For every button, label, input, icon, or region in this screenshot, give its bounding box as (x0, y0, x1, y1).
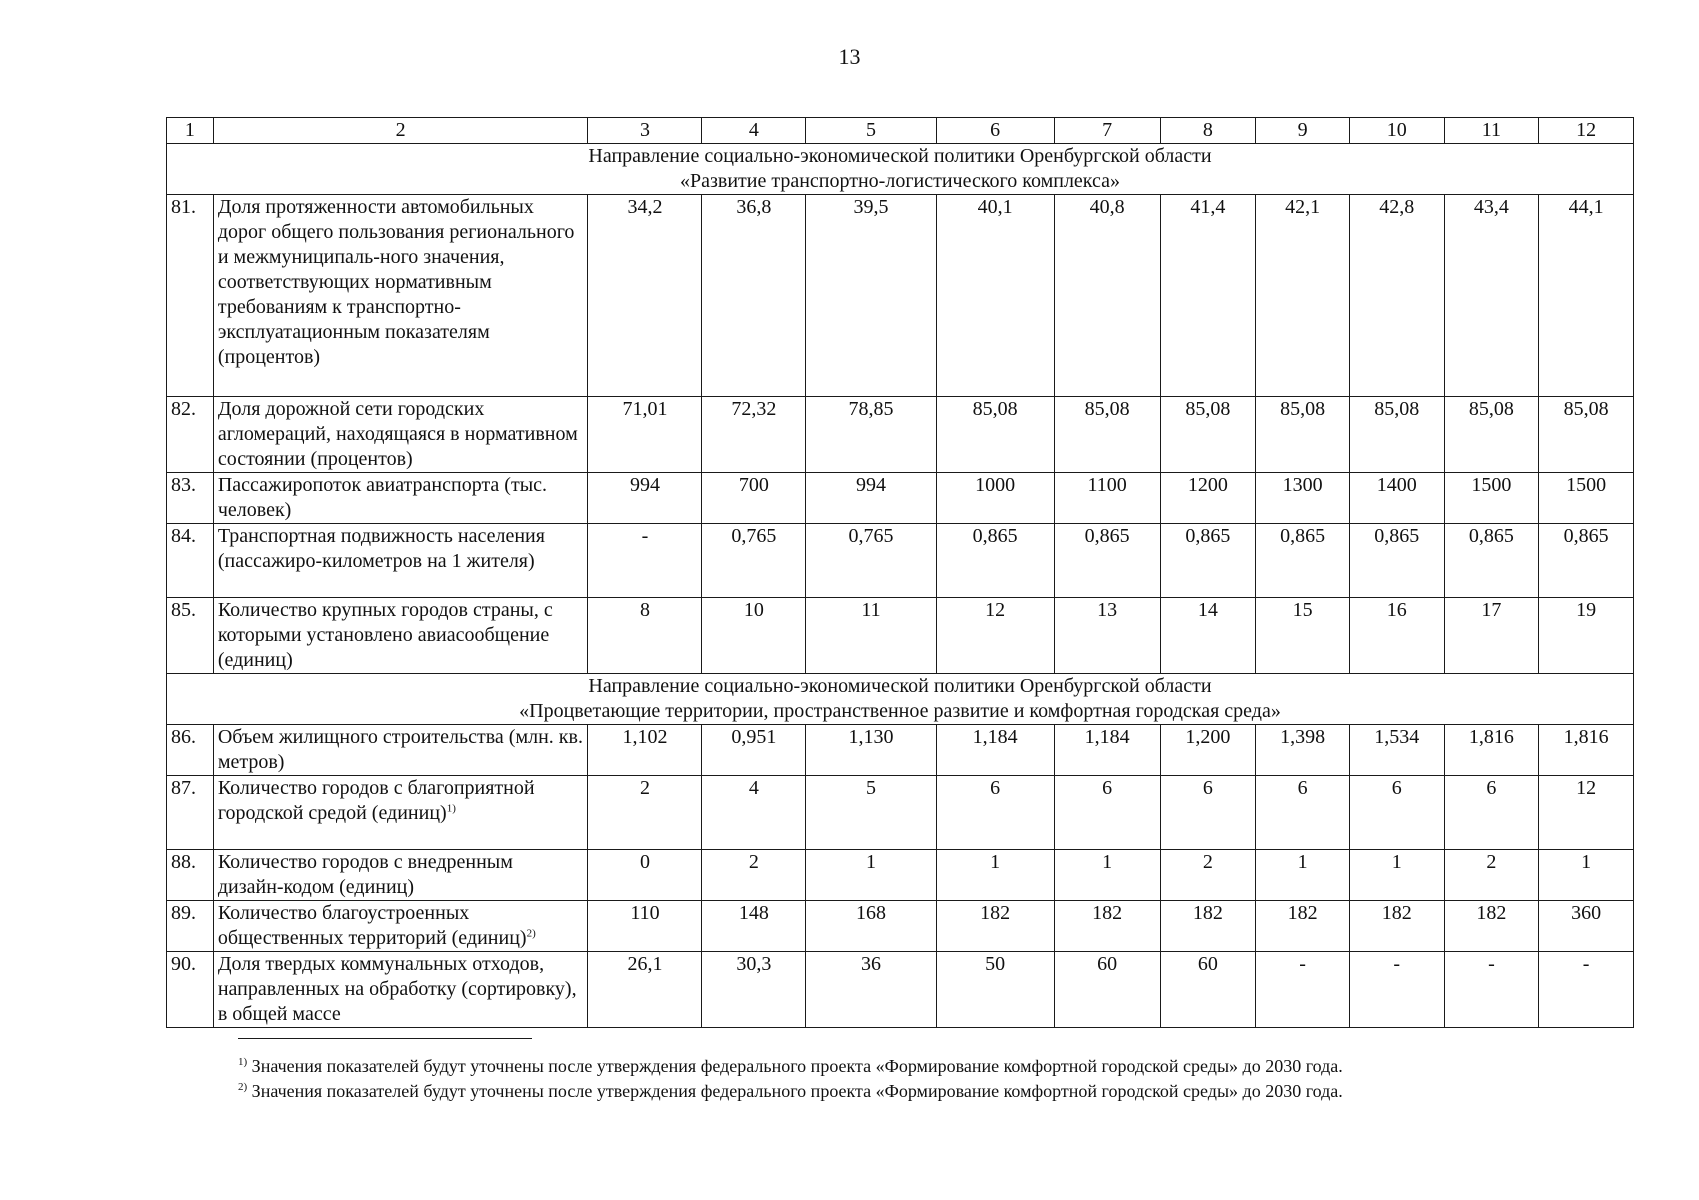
section-header-row (167, 674, 1634, 725)
table-row (167, 776, 1634, 850)
column-number: 1 (167, 118, 214, 144)
value-cell: 43,4 (1444, 195, 1539, 397)
indicator-name-text: Доля протяженности автомобильных дорог общего пользования регионального и межмуниципаль-ного значения, соответствующих нормативным требованиям к транспортно-эксплуатационным показателям (процентов) (217, 196, 575, 368)
value-cell: 85,08 (1444, 397, 1539, 473)
column-number: 2 (213, 118, 588, 144)
row-number: 83. (167, 473, 214, 524)
value-cell: 0,765 (702, 524, 806, 598)
table-body (167, 118, 1634, 1028)
value-cell: 1 (806, 850, 936, 901)
value-cell: - (588, 524, 702, 598)
value-cell: 6 (1349, 776, 1444, 850)
column-number: 3 (588, 118, 702, 144)
value-cell: 36 (806, 952, 936, 1028)
value-cell: 0,865 (1349, 524, 1444, 598)
indicator-name (213, 901, 588, 952)
value-cell: 34,2 (588, 195, 702, 397)
table-row (167, 850, 1634, 901)
indicator-name-text: Доля твердых коммунальных отходов, направленных на обработку (сортировку), в общей массе (217, 953, 577, 1025)
value-cell: 110 (588, 901, 702, 952)
value-cell: 42,1 (1256, 195, 1350, 397)
section-title-line: «Развитие транспортно-логистического комплекса» (679, 170, 1121, 192)
value-cell: 40,8 (1054, 195, 1160, 397)
row-number: 84. (167, 524, 214, 598)
footnote-mark: 1) (238, 1056, 248, 1068)
section-title-line: «Процветающие территории, пространственное развитие и комфортная городская среда» (519, 700, 1281, 722)
section-title (167, 144, 1634, 195)
value-cell: 8 (588, 598, 702, 674)
column-number: 5 (806, 118, 936, 144)
value-cell: 6 (1160, 776, 1256, 850)
value-cell: 0,865 (1444, 524, 1539, 598)
value-cell: 1 (1349, 850, 1444, 901)
section-title-line: Направление социально-экономической политики Оренбургской области (588, 675, 1212, 697)
value-cell: 700 (702, 473, 806, 524)
value-cell: 1 (936, 850, 1054, 901)
row-number: 81. (167, 195, 214, 397)
value-cell: 12 (936, 598, 1054, 674)
value-cell: - (1256, 952, 1350, 1028)
table-row (167, 524, 1634, 598)
footnotes (238, 1054, 1343, 1104)
value-cell: 1,534 (1349, 725, 1444, 776)
value-cell: 2 (1160, 850, 1256, 901)
value-cell: 72,32 (702, 397, 806, 473)
indicator-name (213, 850, 588, 901)
value-cell: 0,865 (1539, 524, 1634, 598)
row-number: 88. (167, 850, 214, 901)
column-number: 9 (1256, 118, 1350, 144)
footnote-text: Значения показателей будут уточнены после утверждения федерального проекта «Формирование комфортной городской среды» до 2030 года. (247, 1056, 1343, 1076)
value-cell: 1400 (1349, 473, 1444, 524)
value-cell: 6 (1054, 776, 1160, 850)
value-cell: 42,8 (1349, 195, 1444, 397)
value-cell: 360 (1539, 901, 1634, 952)
indicator-name (213, 776, 588, 850)
value-cell: 85,08 (1539, 397, 1634, 473)
value-cell: 182 (1054, 901, 1160, 952)
row-number: 85. (167, 598, 214, 674)
indicator-name-text: Количество благоустроенных общественных территорий (единиц) (217, 902, 527, 949)
value-cell: 1500 (1539, 473, 1634, 524)
value-cell: 78,85 (806, 397, 936, 473)
column-number: 6 (936, 118, 1054, 144)
value-cell: 1,200 (1160, 725, 1256, 776)
row-number: 87. (167, 776, 214, 850)
value-cell: 1200 (1160, 473, 1256, 524)
table-row (167, 725, 1634, 776)
value-cell: 41,4 (1160, 195, 1256, 397)
value-cell: 1300 (1256, 473, 1350, 524)
column-number: 10 (1349, 118, 1444, 144)
value-cell: - (1539, 952, 1634, 1028)
value-cell: 40,1 (936, 195, 1054, 397)
table-row (167, 195, 1634, 397)
value-cell: 10 (702, 598, 806, 674)
indicators-table (166, 117, 1634, 1028)
section-title (167, 674, 1634, 725)
section-title-line: Направление социально-экономической политики Оренбургской области (588, 145, 1212, 167)
row-number: 82. (167, 397, 214, 473)
value-cell: 1,102 (588, 725, 702, 776)
value-cell: 71,01 (588, 397, 702, 473)
value-cell: 85,08 (936, 397, 1054, 473)
table-row (167, 901, 1634, 952)
column-number-header-row (167, 118, 1634, 144)
value-cell: 0,865 (936, 524, 1054, 598)
value-cell: 0,865 (1160, 524, 1256, 598)
row-number: 90. (167, 952, 214, 1028)
value-cell: 1,816 (1539, 725, 1634, 776)
row-number: 89. (167, 901, 214, 952)
row-number: 86. (167, 725, 214, 776)
footnote (238, 1054, 1343, 1079)
value-cell: 13 (1054, 598, 1160, 674)
indicator-name-text: Количество городов с внедренным дизайн-кодом (единиц) (217, 851, 513, 898)
value-cell: 2 (588, 776, 702, 850)
table-row (167, 952, 1634, 1028)
value-cell: 0,865 (1054, 524, 1160, 598)
table-row (167, 397, 1634, 473)
indicator-name-text: Транспортная подвижность населения (пассажиро-километров на 1 жителя) (217, 525, 545, 572)
indicator-name (213, 952, 588, 1028)
value-cell: 182 (936, 901, 1054, 952)
value-cell: 182 (1160, 901, 1256, 952)
column-number: 11 (1444, 118, 1539, 144)
indicator-name-text: Количество крупных городов страны, с которыми установлено авиасообщение (единиц) (217, 599, 553, 671)
value-cell: 60 (1160, 952, 1256, 1028)
value-cell: 1,184 (936, 725, 1054, 776)
value-cell: 85,08 (1054, 397, 1160, 473)
value-cell: 148 (702, 901, 806, 952)
value-cell: 5 (806, 776, 936, 850)
indicator-name-text: Объем жилищного строительства (млн. кв. метров) (217, 726, 583, 773)
value-cell: 85,08 (1160, 397, 1256, 473)
value-cell: 0,951 (702, 725, 806, 776)
value-cell: 6 (936, 776, 1054, 850)
value-cell: 1000 (936, 473, 1054, 524)
value-cell: 60 (1054, 952, 1160, 1028)
value-cell: 182 (1444, 901, 1539, 952)
indicator-name-text: Пассажиропоток авиатранспорта (тыс. человек) (217, 474, 548, 521)
value-cell: 11 (806, 598, 936, 674)
value-cell: 1,398 (1256, 725, 1350, 776)
value-cell: 1,130 (806, 725, 936, 776)
value-cell: 1,184 (1054, 725, 1160, 776)
indicator-name (213, 195, 588, 397)
value-cell: 26,1 (588, 952, 702, 1028)
value-cell: 50 (936, 952, 1054, 1028)
value-cell: 182 (1349, 901, 1444, 952)
value-cell: 14 (1160, 598, 1256, 674)
value-cell: 0,865 (1256, 524, 1350, 598)
value-cell: 19 (1539, 598, 1634, 674)
indicator-name (213, 725, 588, 776)
value-cell: 994 (588, 473, 702, 524)
value-cell: 4 (702, 776, 806, 850)
value-cell: 85,08 (1349, 397, 1444, 473)
value-cell: 36,8 (702, 195, 806, 397)
value-cell: 1500 (1444, 473, 1539, 524)
table-row (167, 473, 1634, 524)
value-cell: 1100 (1054, 473, 1160, 524)
column-number: 4 (702, 118, 806, 144)
value-cell: 6 (1444, 776, 1539, 850)
value-cell: 168 (806, 901, 936, 952)
value-cell: 994 (806, 473, 936, 524)
indicator-name (213, 397, 588, 473)
value-cell: 0 (588, 850, 702, 901)
indicator-name-text: Доля дорожной сети городских агломераций, находящаяся в нормативном состоянии (процентов) (217, 398, 578, 470)
value-cell: 1 (1539, 850, 1634, 901)
value-cell: 15 (1256, 598, 1350, 674)
footnote (238, 1079, 1343, 1104)
value-cell: 2 (702, 850, 806, 901)
footnote-text: Значения показателей будут уточнены после утверждения федерального проекта «Формирование комфортной городской среды» до 2030 года. (247, 1081, 1343, 1101)
indicator-name-text: Количество городов с благоприятной городской средой (единиц) (217, 777, 535, 824)
column-number: 12 (1539, 118, 1634, 144)
value-cell: 182 (1256, 901, 1350, 952)
value-cell: 17 (1444, 598, 1539, 674)
footnote-divider (238, 1038, 532, 1039)
footnote-mark: 2) (238, 1081, 248, 1093)
column-number: 8 (1160, 118, 1256, 144)
page-number: 13 (838, 44, 861, 69)
value-cell: 12 (1539, 776, 1634, 850)
value-cell: 1,816 (1444, 725, 1539, 776)
value-cell: 1 (1256, 850, 1350, 901)
indicator-name (213, 473, 588, 524)
value-cell: 2 (1444, 850, 1539, 901)
value-cell: 85,08 (1256, 397, 1350, 473)
value-cell: 1 (1054, 850, 1160, 901)
value-cell: 30,3 (702, 952, 806, 1028)
value-cell: 44,1 (1539, 195, 1634, 397)
value-cell: 0,765 (806, 524, 936, 598)
value-cell: - (1349, 952, 1444, 1028)
footnote-reference: 2) (526, 927, 536, 940)
footnote-reference: 1) (446, 802, 456, 815)
value-cell: 6 (1256, 776, 1350, 850)
table-row (167, 598, 1634, 674)
indicator-name (213, 598, 588, 674)
indicator-name (213, 524, 588, 598)
value-cell: - (1444, 952, 1539, 1028)
value-cell: 39,5 (806, 195, 936, 397)
value-cell: 16 (1349, 598, 1444, 674)
column-number: 7 (1054, 118, 1160, 144)
section-header-row (167, 144, 1634, 195)
